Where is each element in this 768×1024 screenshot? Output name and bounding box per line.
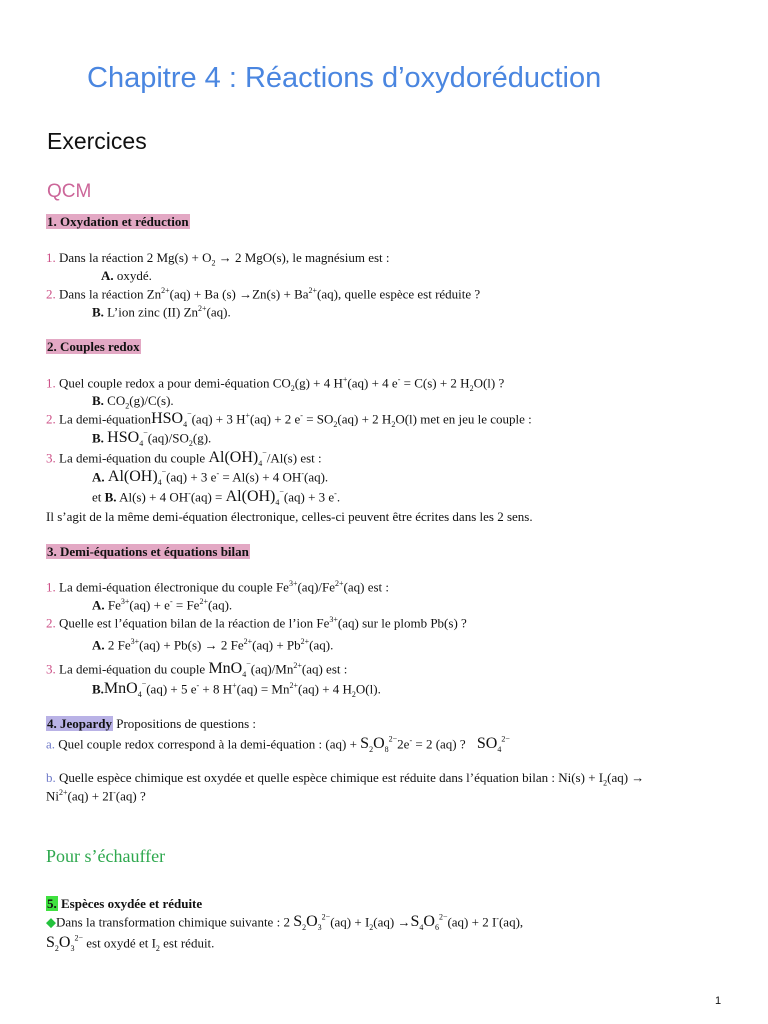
section1-q2: 2. Dans la réaction $Zn^{2+}(aq) + Ba$ $(s) \to Zn(s) + Ba^{2+}(aq)$, quelle espèce est réduite ? — [46, 286, 481, 302]
section3-q3: 3. La demi-équation du couple $MnO_4^-(aq)/Mn^{2+}(aq)$ est : — [46, 660, 348, 680]
section2-title: 2. Couples redox — [47, 339, 140, 354]
section4-qb-line2: $Ni^{2+}(aq) + 2I^-(aq)$ ? — [46, 788, 146, 804]
s2o3-formula: $S_2O_3^{2-}$ — [293, 913, 331, 933]
section4-title: 4. Jeopardy Propositions de questions : — [47, 716, 257, 731]
section2-q2: 2. La demi-équationHSO$_4$−(aq) + 3 H+(aq) + 2 $e^- = SO_2(aq) + 2$ $H_2O(l)$ met en jeu le couple : — [46, 410, 532, 430]
exercices-heading: Exercices — [47, 128, 147, 154]
section2-b3: et B. Al(s) + 4 $OH^-(aq) = Al(OH)_4^-(aq) + 3$ e-. — [92, 488, 341, 508]
section3-a3: B.MnO$_4$−(aq) + 5 e- + 8 $H^+(aq) = Mn^{2+}(aq) + 4$ $H_2O(l)$. — [92, 680, 381, 700]
section3-a1: A. $Fe^{3+}(aq) + e^- = Fe^{2+}(aq)$. — [92, 597, 233, 613]
section5-line1: ◆Dans la transformation chimique suivante : 2 $S_2O_3^{2-}(aq) + I_2(aq) \to S_4O_6^{2-}(aq) + 2$ I-(aq), — [46, 913, 524, 933]
diamond-bullet-icon: ◆ — [46, 914, 56, 930]
section2-note: Il s’agit de la même demi-équation électronique, celles-ci peuvent être écrites dans les 2 sens. — [46, 509, 533, 524]
section2-a3: A. $Al(OH)_4^-(aq) + 3$ e- = Al(s) + 4 OH-(aq). — [92, 468, 329, 488]
s4o6-formula: $S_4O_6^{2-}$ — [410, 913, 448, 933]
section3-title: 3. Demi-équations et équations bilan — [47, 544, 249, 559]
so4-formula: $SO_4^{2-}$ — [476, 735, 510, 755]
section2-q3: 3. La demi-équation du couple $Al(OH)_4^-/Al(s)$ est : — [46, 449, 322, 469]
section4-qb: b. Quelle espèce chimique est oxydée et quelle espèce chimique est réduite dans l’équation bilan : $Ni(s) + I_2(aq)$ → — [46, 770, 645, 788]
section2-a1: B. $CO_2(g)/C(s)$. — [92, 393, 174, 411]
mno4-formula: MnO$_4$− — [103, 680, 147, 700]
chapter-title: Chapitre 4 : Réactions d’oxydoréduction — [87, 62, 602, 94]
mno4-formula: MnO$_4$− — [208, 660, 251, 680]
s2o3-formula: $S_2O_3^{2-}$ — [46, 934, 83, 954]
section1-a1: A. oxydé. — [101, 268, 152, 283]
section1-a2: B. L’ion zinc (II) $Zn^{2+}(aq)$. — [92, 304, 231, 320]
aloh4-formula: $Al(OH)_4^-$ — [225, 488, 284, 508]
section2-q1: 1. Quel couple redox a pour demi-équation $CO_2(g) + 4$ H+(aq) + 4 e- = C(s) + 2 $H_2O(l)$ ? — [46, 375, 505, 393]
aloh4-formula: $Al(OH)_4^-$ — [107, 468, 167, 488]
section1-q1: 1. Dans la réaction 2 $Mg(s) + O_2 \to 2$ MgO(s), le magnésium est : — [46, 250, 390, 268]
hso4-formula: $HSO_4^-$ — [107, 429, 148, 449]
warmup-heading: Pour s’échauffer — [46, 846, 166, 866]
section3-a2: A. 2 $Fe^{3+}(aq) + Pb(s) \to 2$ $Fe^{2+}(aq) + Pb^{2+}(aq)$. — [92, 637, 334, 653]
section2-a2: B. $HSO_4^-(aq)/SO_2(g)$. — [92, 429, 212, 449]
section5-line2: $S_2O_3^{2-}$ est oxydé et $I_2$ est réduit. — [46, 934, 215, 954]
section5-title: 5. Espèces oxydée et réduite — [47, 896, 203, 911]
aloh4-formula: $Al(OH)_4^-$ — [208, 449, 267, 469]
qcm-heading: QCM — [47, 181, 92, 202]
page-number: 1 — [715, 995, 722, 1007]
section4-qa: a. Quel couple redox correspond à la demi-équation : $(aq) + S_2O_8^{2-}2e^- = 2$ (aq) ? $SO_4^{2-}$ — [46, 735, 510, 755]
section3-q1: 1. La demi-équation électronique du couple $Fe^{3+}(aq)/Fe^{2+}(aq)$ est : — [46, 579, 390, 595]
section3-q2: 2. Quelle est l’équation bilan de la réaction de l’ion $Fe^{3+}(aq)$ sur le plomb Pb(s) ? — [46, 615, 467, 631]
hso4-formula: $HSO_4^-$ — [151, 410, 192, 430]
section1-title: 1. Oxydation et réduction — [47, 214, 189, 229]
s2o8-formula: $S_2O_8^{2-}$ — [360, 735, 398, 755]
